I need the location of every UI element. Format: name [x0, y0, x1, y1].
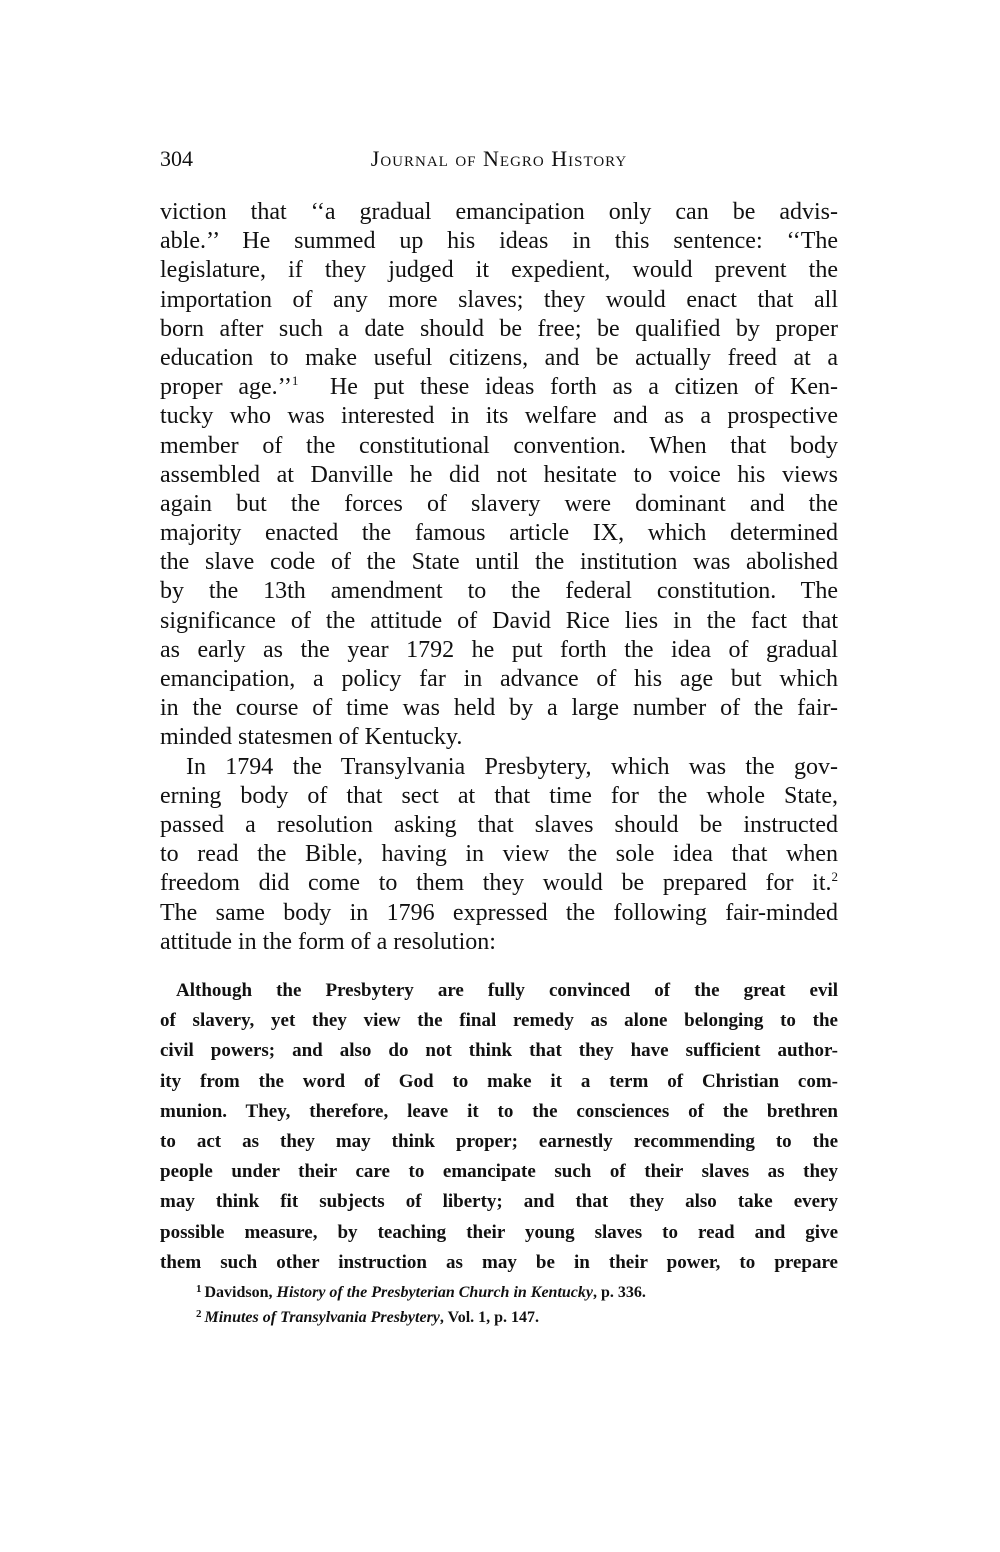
text-line	[160, 976, 838, 1006]
line-text: ity from the word of God to make it a term of Christian com-	[160, 1070, 838, 1092]
line-text: emancipation, a policy far in advance of his age but which	[160, 666, 838, 692]
line-text: In 1794 the Transylvania Presbytery, which was the gov-	[186, 753, 838, 780]
footnote-ref: 2	[831, 869, 838, 885]
text-line	[160, 1218, 838, 1248]
text-line	[160, 753, 838, 782]
line-text: civil powers; and also do not think that they have sufficient author-	[160, 1040, 838, 1062]
text-line	[160, 1248, 838, 1278]
line-text: assembled at Danville he did not hesitate to voice his views	[160, 461, 838, 488]
line-text: born after such a date should be free; be qualified by proper	[160, 315, 838, 342]
text-line	[160, 286, 838, 315]
text-line	[160, 869, 838, 898]
text-line	[160, 1187, 838, 1217]
text-line	[160, 840, 838, 869]
line-text: freedom did come to them they would be prepared for it.	[160, 870, 832, 897]
text-line	[160, 432, 838, 461]
line-text: passed a resolution asking that slaves should be instructed	[160, 811, 838, 838]
text-line	[160, 519, 838, 548]
line-text: may think fit subjects of liberty; and that they also take every	[160, 1191, 838, 1213]
line-text: tucky who was interested in its welfare and as a prospective	[160, 403, 838, 430]
text-line	[160, 899, 838, 928]
line-text: Although the Presbytery are fully convinced of the great evil	[176, 980, 838, 1001]
text-line	[160, 1157, 838, 1187]
line-text: in the course of time was held by a large number of the fair-	[160, 695, 838, 722]
running-title: Journal of Negro History	[370, 146, 628, 171]
line-text: able.’’ He summed up his ideas in this sentence: ‘‘The	[160, 228, 838, 255]
text-line	[160, 373, 838, 402]
text-line	[160, 1006, 838, 1036]
footnote-ref: 1	[291, 373, 299, 389]
text-line	[160, 577, 838, 606]
text-line	[160, 548, 838, 577]
line-text: by the 13th amendment to the federal constitution. The	[160, 578, 838, 605]
footnote-text: , p. 336.	[593, 1284, 646, 1301]
text-line	[160, 723, 838, 752]
text-line	[160, 344, 838, 373]
block-quote	[160, 976, 838, 1278]
line-text: majority enacted the famous article IX, which determined	[160, 520, 838, 547]
footnote-title: Minutes of Transylvania Presbytery	[204, 1309, 440, 1326]
text-line	[160, 1067, 838, 1097]
line-text: munion. They, therefore, leave it to the consciences of the brethren	[160, 1100, 838, 1122]
line-text: as early as the year 1792 he put forth the idea of gradual	[160, 636, 838, 663]
line-text: to act as they may think proper; earnestly recommending to the	[160, 1130, 838, 1152]
line-text: possible measure, by teaching their young slaves to read and give	[160, 1221, 838, 1243]
page-number: 304	[160, 146, 193, 171]
footnote	[196, 1280, 646, 1305]
text-line	[160, 490, 838, 519]
line-text: minded statesmen of Kentucky.	[160, 724, 463, 751]
line-text: He put these ideas forth as a citizen of Ken-	[298, 374, 838, 401]
text-line	[160, 811, 838, 840]
line-text: attitude in the form of a resolution:	[160, 928, 496, 955]
footnotes	[196, 1280, 646, 1330]
text-line	[160, 607, 838, 636]
line-text: importation of any more slaves; they would enact that all	[160, 286, 838, 313]
text-line	[160, 461, 838, 490]
footnote-text: , Vol. 1, p. 147.	[439, 1309, 540, 1326]
page-header	[160, 146, 838, 176]
line-text: again but the forces of slavery were dominant and the	[160, 490, 838, 517]
footnote-text: Davidson,	[204, 1284, 277, 1301]
line-text: erning body of that sect at that time for the whole State,	[160, 782, 838, 809]
line-text: people under their care to emancipate such of their slaves as they	[160, 1161, 838, 1183]
text-line	[160, 402, 838, 431]
text-line	[160, 1036, 838, 1066]
text-line	[160, 1127, 838, 1157]
text-line	[160, 928, 838, 957]
footnote-number: 1	[196, 1283, 202, 1295]
line-text: proper age.’’	[160, 374, 292, 401]
line-text: the slave code of the State until the institution was abolished	[160, 549, 838, 576]
line-text: of slavery, yet they view the final remedy as alone belonging to the	[160, 1010, 838, 1032]
footnote	[196, 1305, 646, 1330]
text-line	[160, 782, 838, 811]
body-text	[160, 198, 838, 957]
text-line	[160, 665, 838, 694]
text-line	[160, 315, 838, 344]
text-line	[160, 198, 838, 227]
text-line	[160, 694, 838, 723]
line-text: significance of the attitude of David Rice lies in the fact that	[160, 607, 838, 634]
text-line	[160, 256, 838, 285]
footnote-title: History of the Presbyterian Church in Kentucky	[276, 1284, 593, 1301]
text-line	[160, 1097, 838, 1127]
line-text: them such other instruction as may be in their power, to prepare	[160, 1251, 838, 1273]
footnote-number: 2	[196, 1308, 202, 1320]
line-text: viction that ‘‘a gradual emancipation only can be advis-	[160, 199, 838, 225]
text-line	[160, 227, 838, 256]
line-text: The same body in 1796 expressed the following fair-minded	[160, 899, 838, 926]
text-line	[160, 636, 838, 665]
line-text: to read the Bible, having in view the sole idea that when	[160, 841, 838, 868]
line-text: legislature, if they judged it expedient, would prevent the	[160, 257, 838, 284]
line-text: education to make useful citizens, and be actually freed at a	[160, 344, 838, 371]
line-text: member of the constitutional convention. When that body	[160, 432, 838, 459]
